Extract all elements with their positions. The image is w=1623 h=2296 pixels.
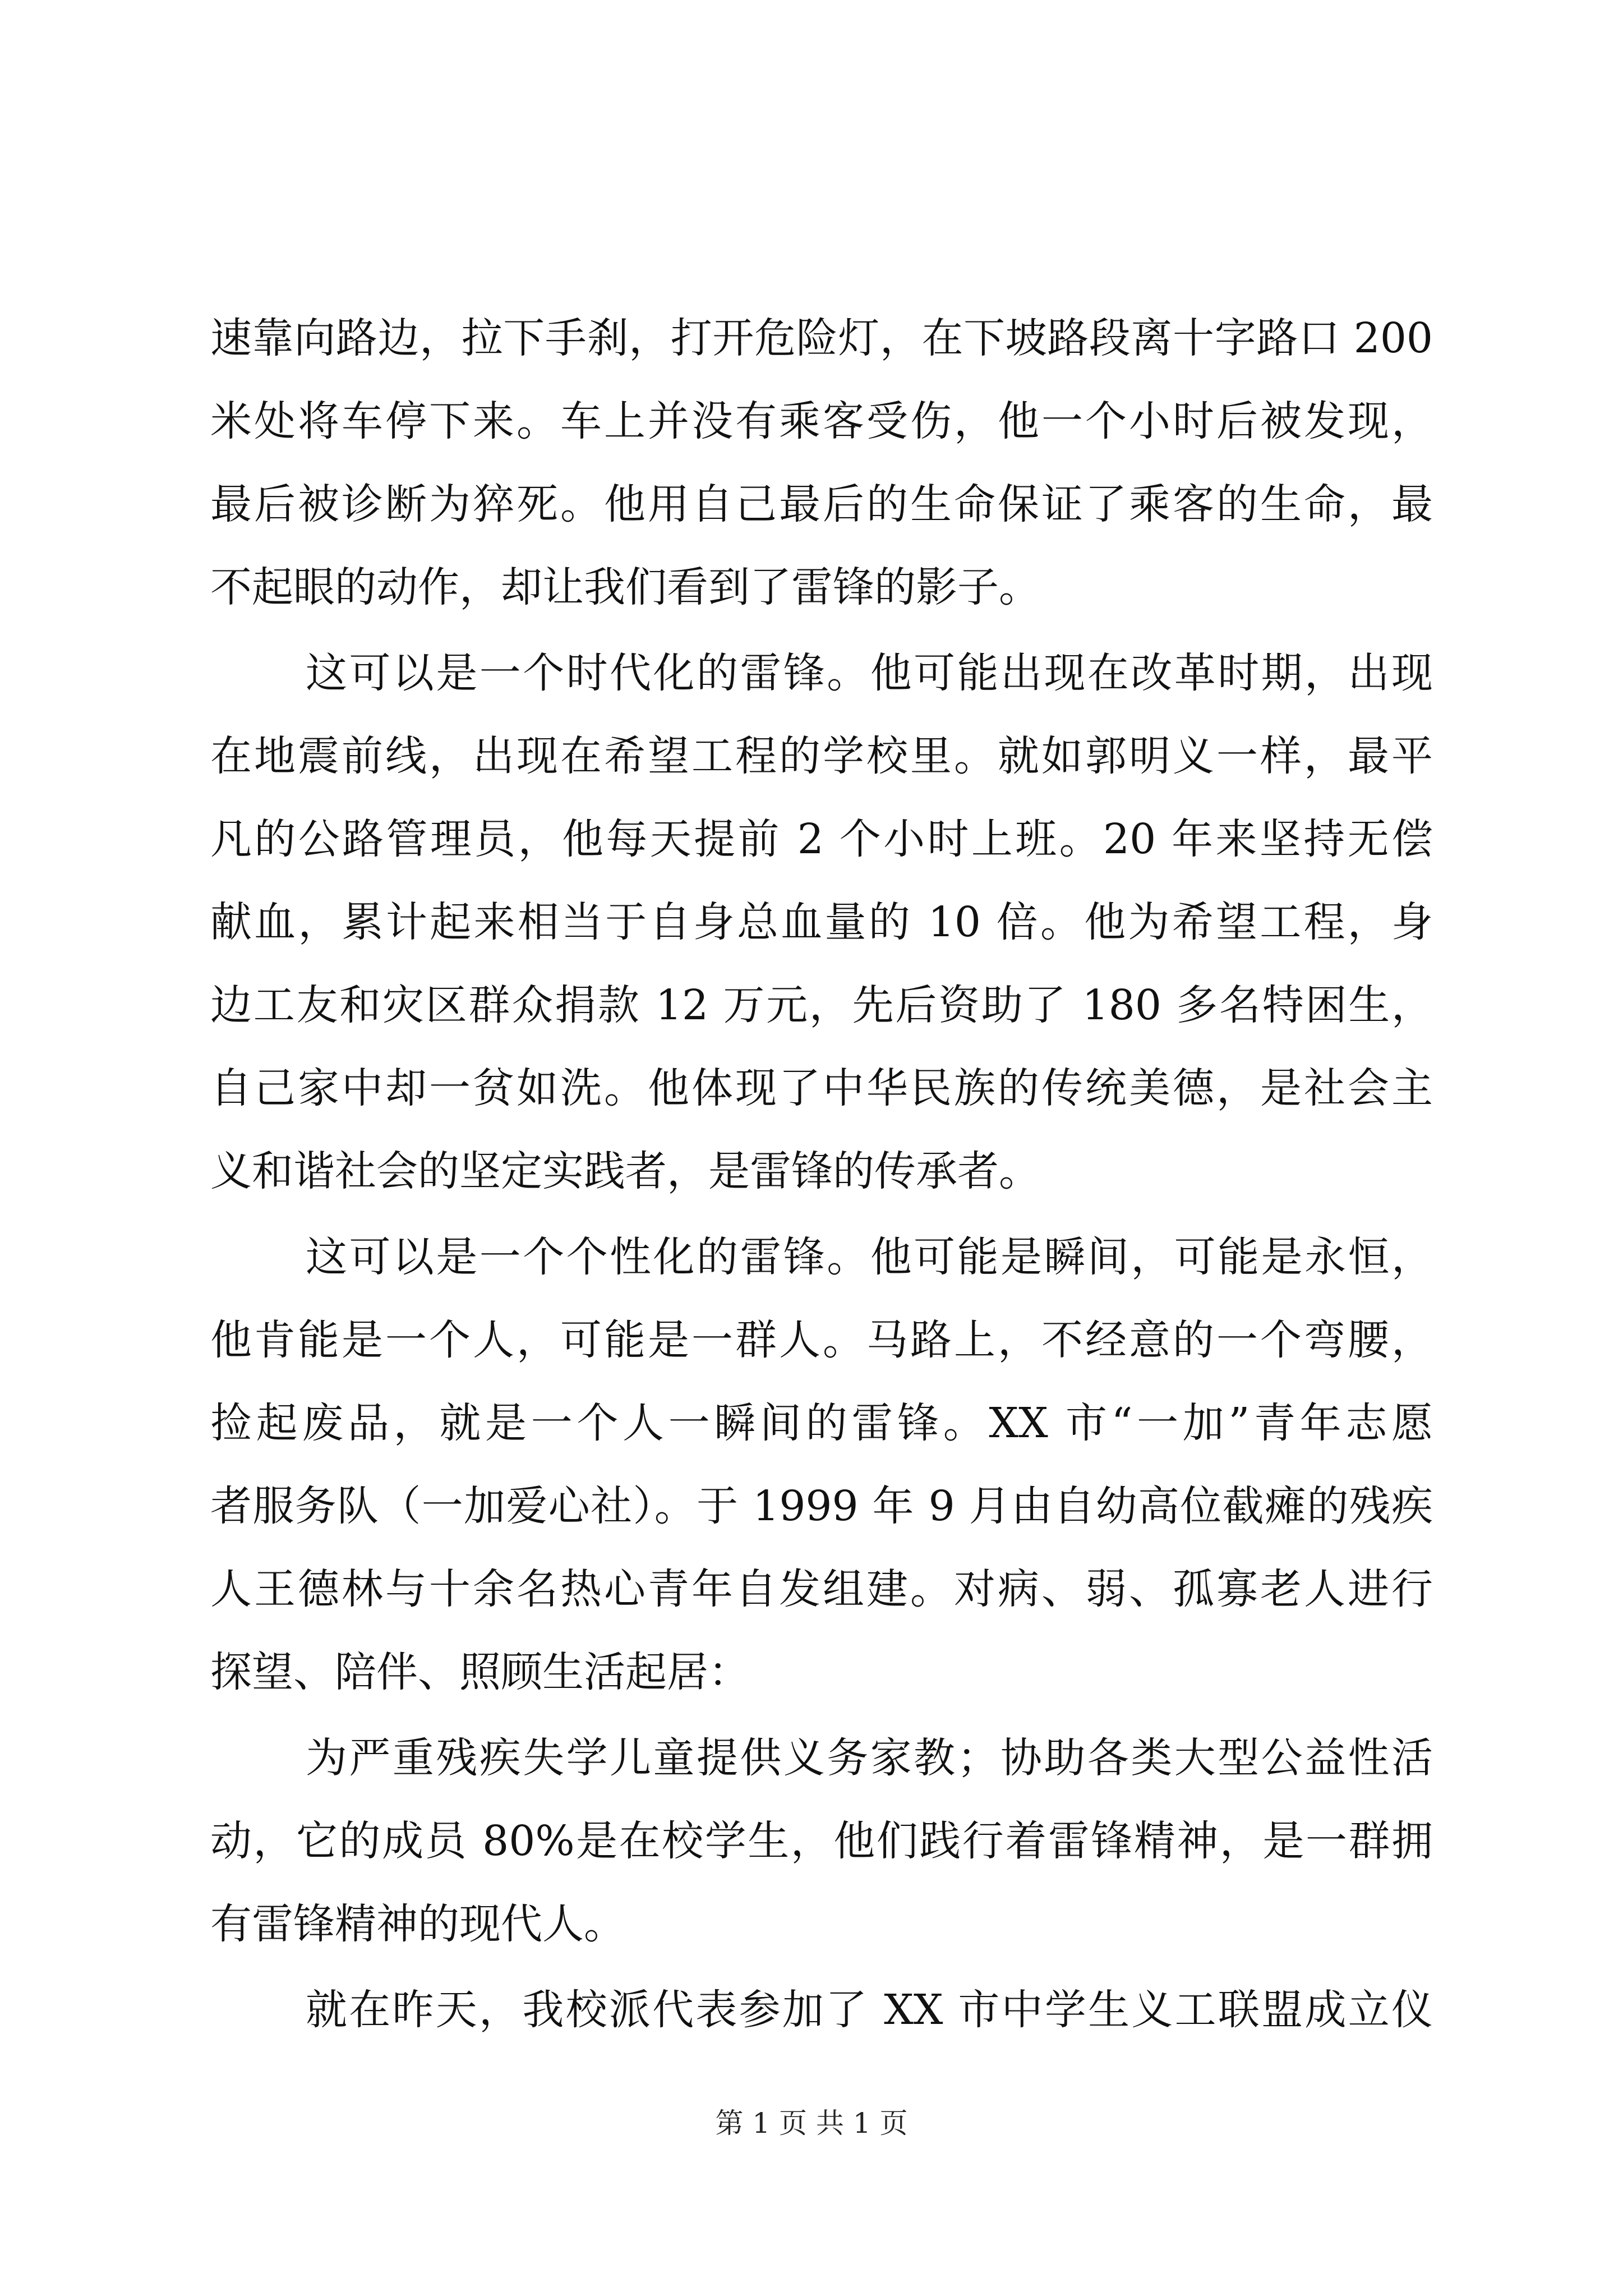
text-line: 捡起废品，就是一个人一瞬间的雷锋。XX 市“一加”青年志愿 <box>210 1399 1433 1447</box>
text-line: 人王德林与十余名热心青年自发组建。对病、弱、孤寡老人进行 <box>210 1565 1433 1613</box>
text-line: 自己家中却一贫如洗。他体现了中华民族的传统美德，是社会主 <box>210 1064 1433 1112</box>
text-line: 就在昨天，我校派代表参加了 XX 市中学生义工联盟成立仪 <box>306 1986 1433 2034</box>
text-line: 边工友和灾区群众捐款 12 万元，先后资助了 180 多名特困生， <box>210 981 1433 1029</box>
text-line: 他肯能是一个人，可能是一群人。马路上，不经意的一个弯腰， <box>210 1316 1433 1364</box>
text-line: 为严重残疾失学儿童提供义务家教；协助各类大型公益性活 <box>306 1734 1433 1782</box>
text-line: 速靠向路边，拉下手刹，打开危险灯，在下坡路段离十字路口 200 <box>210 314 1433 362</box>
text-line: 献血，累计起来相当于自身总血量的 10 倍。他为希望工程，身 <box>210 898 1433 946</box>
text-line: 动，它的成员 80%是在校学生，他们践行着雷锋精神，是一群拥 <box>210 1817 1433 1865</box>
page-number-footer: 第 1 页 共 1 页 <box>715 2107 908 2139</box>
text-line: 有雷锋精神的现代人。 <box>210 1900 625 1948</box>
text-line: 这可以是一个个性化的雷锋。他可能是瞬间，可能是永恒， <box>306 1233 1433 1281</box>
text-line: 在地震前线，出现在希望工程的学校里。就如郭明义一样，最平 <box>210 732 1433 780</box>
text-line: 凡的公路管理员，他每天提前 2 个小时上班。20 年来坚持无偿 <box>210 815 1433 863</box>
text-line: 米处将车停下来。车上并没有乘客受伤，他一个小时后被发现， <box>210 397 1433 445</box>
text-line: 最后被诊断为猝死。他用自己最后的生命保证了乘客的生命，最 <box>210 480 1433 528</box>
text-line: 不起眼的动作，却让我们看到了雷锋的影子。 <box>210 563 1040 611</box>
text-line: 这可以是一个时代化的雷锋。他可能出现在改革时期，出现 <box>306 649 1433 697</box>
text-line: 者服务队（一加爱心社）。于 1999 年 9 月由自幼高位截瘫的残疾 <box>210 1482 1433 1530</box>
text-line: 义和谐社会的坚定实践者，是雷锋的传承者。 <box>210 1147 1040 1195</box>
text-line: 探望、陪伴、照顾生活起居： <box>210 1648 750 1696</box>
